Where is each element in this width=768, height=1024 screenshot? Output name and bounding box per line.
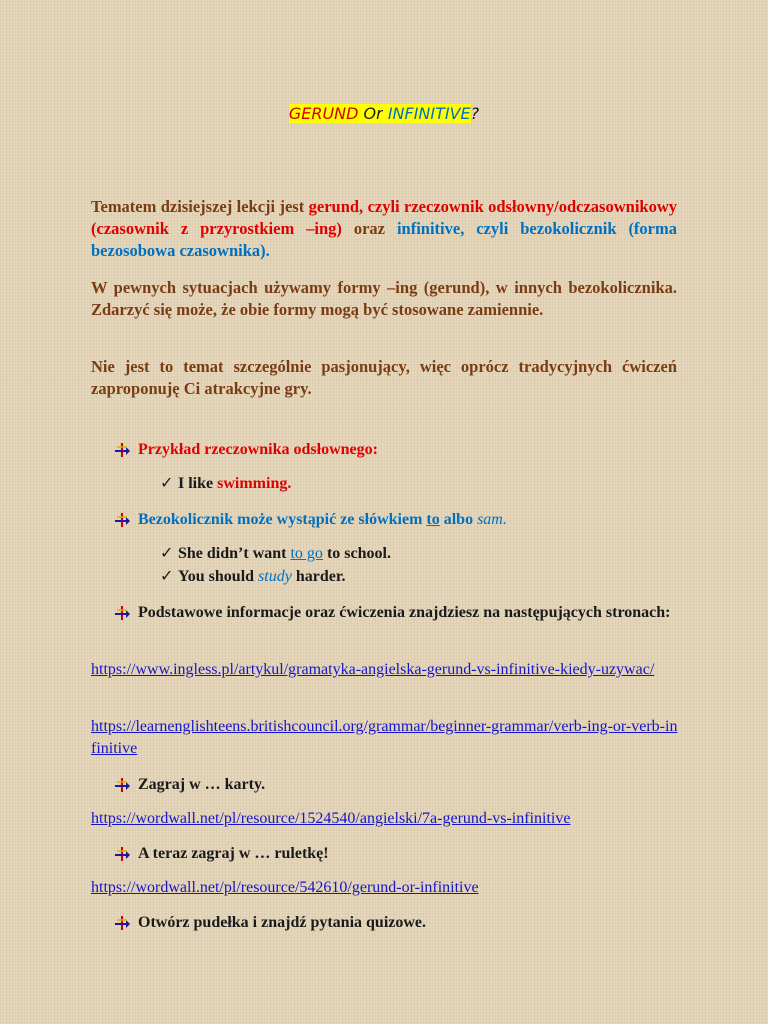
bullet-5-text: A teraz zagraj w … ruletkę! — [138, 845, 329, 862]
intro-paragraph-1: Tematem dzisiejszej lekcji jest gerund, czyli rzeczownik odsłowny/odczasownikowy (czasownik z przyrostkiem –ing) oraz infinitive, czyli bezokolicznik (forma bezosobowa czasownika). — [91, 197, 677, 260]
bullet-roulette-game — [114, 843, 329, 865]
bullet-1-text: Przykład rzeczownika odsłownego: — [138, 441, 378, 458]
cross-arrow-bullet-icon — [114, 777, 130, 793]
check-mark-icon: ✓ — [160, 568, 174, 585]
link-wordwall-roulette[interactable]: https://wordwall.net/pl/resource/542610/gerund-or-infinitive — [91, 879, 479, 896]
title-gerund: GERUND — [288, 104, 359, 123]
bullet-infinitive-info — [114, 509, 507, 531]
link-wordwall-cards[interactable]: https://wordwall.net/pl/resource/1524540/angielski/7a-gerund-vs-infinitive — [91, 810, 571, 827]
bullet-resources — [114, 602, 677, 624]
intro-paragraph-2: W pewnych sytuacjach używamy formy –ing (gerund), w innych bezokolicznika. Zdarzyć się może, że obie formy mogą być stosowane zamiennie. — [91, 278, 677, 319]
example-you-should-study: ✓ You should study harder. — [160, 566, 345, 588]
bullet-3-text: Podstawowe informacje oraz ćwiczenia znajdziesz na następujących stronach: — [138, 604, 671, 621]
bullet-cards-game — [114, 774, 265, 796]
cross-arrow-bullet-icon — [114, 915, 130, 931]
check-mark-icon: ✓ — [160, 475, 174, 492]
link-britishcouncil[interactable]: https://learnenglishteens.britishcouncil.org/grammar/beginner-grammar/verb-ing-or-verb-infinitive — [91, 718, 678, 757]
example-i-like-swimming: ✓ I like swimming. — [160, 473, 291, 495]
title-infinitive: INFINITIVE — [387, 104, 471, 123]
bullet-4-text: Zagraj w … karty. — [138, 776, 266, 793]
cross-arrow-bullet-icon — [114, 442, 130, 458]
title-question-mark: ? — [470, 104, 480, 123]
bullet-quiz-boxes — [114, 912, 426, 934]
page-title — [0, 104, 768, 123]
cross-arrow-bullet-icon — [114, 512, 130, 528]
bullet-6-text: Otwórz pudełka i znajdź pytania quizowe. — [138, 914, 427, 931]
example-she-didnt-want: ✓ She didn’t want to go to school. — [160, 543, 391, 565]
intro-paragraph-3: Nie jest to temat szczególnie pasjonujący, więc oprócz tradycyjnych ćwiczeń zaproponuję Ci atrakcyjne gry. — [91, 357, 677, 398]
cross-arrow-bullet-icon — [114, 846, 130, 862]
bullet-2-text: Bezokolicznik może wystąpić ze słówkiem to albo sam. — [138, 511, 507, 528]
cross-arrow-bullet-icon — [114, 605, 130, 621]
link-ingless[interactable]: https://www.ingless.pl/artykul/gramatyka-angielska-gerund-vs-infinitive-kiedy-uzywac/ — [91, 661, 655, 678]
title-or: Or — [363, 104, 383, 123]
check-mark-icon: ✓ — [160, 545, 174, 562]
bullet-gerund-example — [114, 439, 378, 461]
